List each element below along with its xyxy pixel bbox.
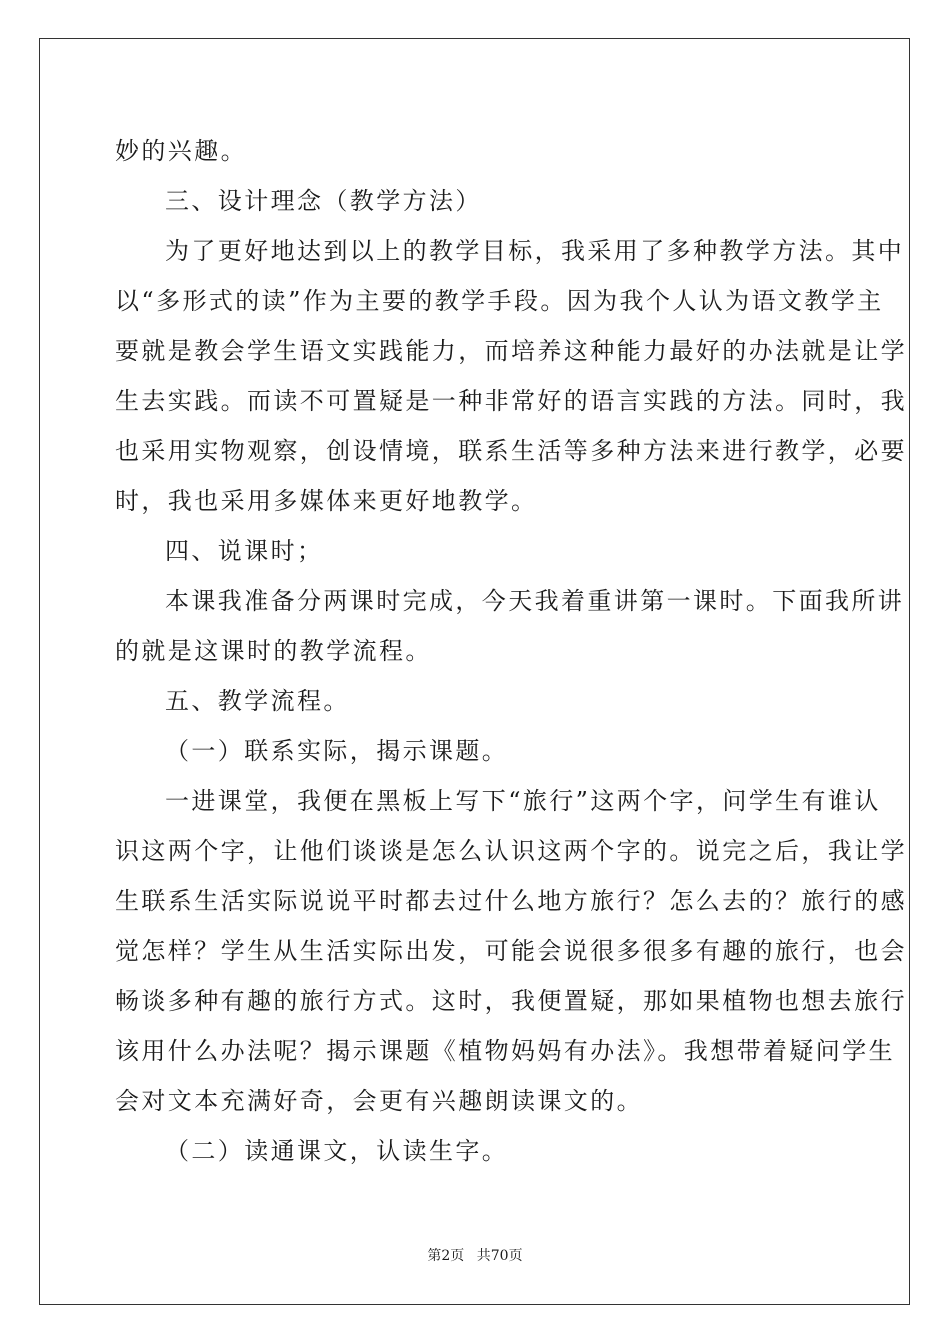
text-line: 的就是这课时的教学流程。 bbox=[115, 637, 432, 665]
text-line: 以“多形式的读”作为主要的教学手段。因为我个人认为语文教学主 bbox=[115, 287, 884, 315]
text-line: 时，我也采用多媒体来更好地教学。 bbox=[115, 487, 538, 515]
text-line: 妙的兴趣。 bbox=[115, 137, 247, 165]
text-line: 该用什么办法呢？揭示课题《植物妈妈有办法》。我想带着疑问学生 bbox=[115, 1037, 895, 1065]
text-line: 会对文本充满好奇，会更有兴趣朗读课文的。 bbox=[115, 1087, 643, 1115]
page-footer bbox=[0, 1246, 950, 1266]
text-line: 畅谈多种有趣的旅行方式。这时，我便置疑，那如果植物也想去旅行 bbox=[115, 987, 907, 1015]
text-line: 识这两个字，让他们谈谈是怎么认识这两个字的。说完之后，我让学 bbox=[115, 837, 907, 865]
subsection-heading: （二）读通课文，认读生字。 bbox=[165, 1137, 509, 1165]
text-line: 一进课堂，我便在黑板上写下“旅行”这两个字，问学生有谁认 bbox=[165, 787, 881, 815]
text-line: 要就是教会学生语文实践能力，而培养这种能力最好的办法就是让学 bbox=[115, 337, 907, 365]
page-total: 共70页 bbox=[476, 1248, 523, 1264]
page-number: 第2页 bbox=[427, 1248, 465, 1264]
text-line: 本课我准备分两课时完成，今天我着重讲第一课时。下面我所讲 bbox=[165, 587, 905, 615]
text-line: 生去实践。而读不可置疑是一种非常好的语言实践的方法。同时，我 bbox=[115, 387, 907, 415]
section-heading: 四、说课时； bbox=[165, 537, 324, 565]
text-line: 为了更好地达到以上的教学目标，我采用了多种教学方法。其中 bbox=[165, 237, 905, 265]
section-heading: 三、设计理念（教学方法） bbox=[165, 187, 482, 215]
text-line: 生联系生活实际说说平时都去过什么地方旅行？怎么去的？旅行的感 bbox=[115, 887, 907, 915]
subsection-heading: （一）联系实际，揭示课题。 bbox=[165, 737, 509, 765]
document-body bbox=[115, 126, 907, 1176]
text-line: 也采用实物观察，创设情境，联系生活等多种方法来进行教学，必要 bbox=[115, 437, 907, 465]
section-heading: 五、教学流程。 bbox=[165, 687, 350, 715]
text-line: 觉怎样？学生从生活实际出发，可能会说很多很多有趣的旅行，也会 bbox=[115, 937, 907, 965]
